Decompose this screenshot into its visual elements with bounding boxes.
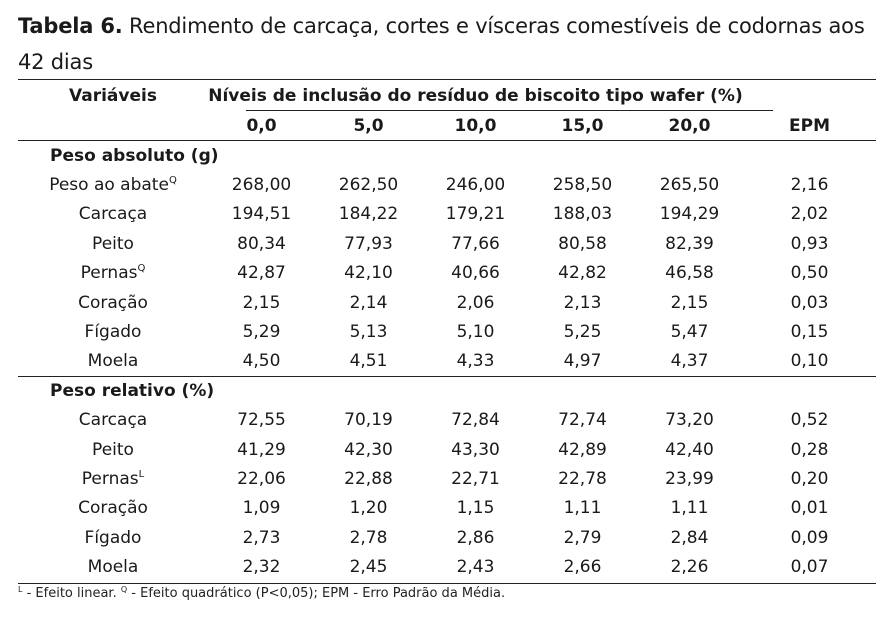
row-variable — [18, 347, 208, 376]
value-cell: 72,84 — [451, 410, 500, 431]
table-row — [18, 552, 876, 581]
effect-superscript: L — [138, 468, 145, 480]
epm-cell: 0,28 — [790, 439, 829, 460]
header-row-1 — [18, 80, 876, 111]
row-variable — [18, 523, 208, 552]
value-cell: 23,99 — [665, 468, 714, 489]
value-cell: 258,50 — [552, 175, 613, 196]
value-cell: 42,30 — [344, 439, 393, 460]
value-cell: 265,50 — [659, 175, 720, 196]
footnote-sup-q: Q — [120, 585, 128, 594]
value-cell: 43,30 — [451, 439, 500, 460]
value-cell: 2,43 — [456, 557, 495, 578]
value-cell: 77,66 — [451, 233, 500, 254]
table-row — [18, 406, 876, 435]
variable-name: Peito — [92, 233, 134, 254]
value-cell: 22,88 — [344, 468, 393, 489]
value-cell: 42,82 — [558, 263, 607, 284]
value-cell: 1,11 — [563, 498, 602, 519]
variable-name: Carcaça — [78, 204, 148, 225]
value-cell: 42,87 — [237, 263, 286, 284]
value-cell: 22,78 — [558, 468, 607, 489]
group-title: Peso relativo (%) — [50, 380, 215, 401]
levels-underline — [246, 110, 773, 111]
value-cell: 41,29 — [237, 439, 286, 460]
value-cell: 22,06 — [237, 468, 286, 489]
variable-name: Pernas — [80, 263, 138, 284]
footnote-quadratic: - Efeito quadrático (P<0,05); EPM - Erro Padrão da Média. — [127, 586, 506, 601]
value-cell: 2,78 — [349, 527, 388, 548]
header-level: 15,0 — [561, 116, 604, 136]
epm-cell: 0,15 — [790, 322, 829, 343]
variable-name: Fígado — [84, 527, 142, 548]
value-cell: 77,93 — [344, 233, 393, 254]
variable-name: Peso ao abate — [49, 175, 169, 196]
value-cell: 2,26 — [670, 557, 709, 578]
value-cell: 2,84 — [670, 527, 709, 548]
value-cell: 5,13 — [349, 322, 388, 343]
variable-name: Moela — [87, 557, 139, 578]
header-variables: Variáveis — [69, 85, 157, 106]
value-cell: 2,06 — [456, 292, 495, 313]
value-cell: 22,71 — [451, 468, 500, 489]
table-row — [18, 435, 876, 464]
group-divider-rule — [18, 376, 876, 377]
epm-cell: 2,16 — [790, 175, 829, 196]
value-cell: 2,32 — [242, 557, 281, 578]
value-cell: 262,50 — [338, 175, 399, 196]
variable-name: Coração — [78, 292, 148, 313]
caption-text: Rendimento de carcaça, cortes e vísceras comestíveis de codornas aos 42 dias — [18, 14, 865, 74]
value-cell: 46,58 — [665, 263, 714, 284]
table-row — [18, 494, 876, 523]
value-cell: 4,37 — [670, 351, 709, 372]
row-variable — [18, 229, 208, 258]
value-cell: 1,15 — [456, 498, 495, 519]
table-row — [18, 170, 876, 199]
value-cell: 2,66 — [563, 557, 602, 578]
row-variable — [18, 259, 208, 288]
variable-name: Moela — [87, 351, 139, 372]
header-levels-title: Níveis de inclusão do resíduo de biscoito tipo wafer (%) — [208, 85, 743, 106]
top-rule — [18, 79, 876, 80]
table-footnote — [18, 586, 505, 601]
header-level: 5,0 — [353, 116, 384, 136]
variable-name: Pernas — [81, 468, 139, 489]
value-cell: 80,58 — [558, 233, 607, 254]
variable-name: Fígado — [84, 322, 142, 343]
epm-cell: 0,07 — [790, 557, 829, 578]
row-variable — [18, 435, 208, 464]
row-variable — [18, 170, 208, 199]
value-cell: 2,86 — [456, 527, 495, 548]
value-cell: 82,39 — [665, 233, 714, 254]
footnote-linear: - Efeito linear. — [22, 586, 121, 601]
value-cell: 1,11 — [670, 498, 709, 519]
value-cell: 194,51 — [231, 204, 292, 225]
row-variable — [18, 288, 208, 317]
header-level: 0,0 — [246, 116, 277, 136]
value-cell: 72,74 — [558, 410, 607, 431]
value-cell: 42,40 — [665, 439, 714, 460]
value-cell: 2,45 — [349, 557, 388, 578]
table-row — [18, 464, 876, 493]
header-level: 20,0 — [668, 116, 711, 136]
table-row — [18, 347, 876, 376]
value-cell: 179,21 — [445, 204, 506, 225]
group-row — [18, 376, 876, 405]
value-cell: 42,10 — [344, 263, 393, 284]
footnote-sup-l: L — [18, 585, 23, 594]
epm-cell: 0,50 — [790, 263, 829, 284]
value-cell: 246,00 — [445, 175, 506, 196]
value-cell: 188,03 — [552, 204, 613, 225]
header-row-2 — [18, 111, 876, 141]
effect-superscript: Q — [137, 263, 146, 275]
table-row — [18, 259, 876, 288]
epm-cell: 0,09 — [790, 527, 829, 548]
value-cell: 2,13 — [563, 292, 602, 313]
value-cell: 70,19 — [344, 410, 393, 431]
row-variable — [18, 317, 208, 346]
value-cell: 184,22 — [338, 204, 399, 225]
value-cell: 4,50 — [242, 351, 281, 372]
variable-name: Carcaça — [78, 410, 148, 431]
epm-cell: 0,03 — [790, 292, 829, 313]
table-row — [18, 317, 876, 346]
epm-cell: 0,10 — [790, 351, 829, 372]
table-row — [18, 200, 876, 229]
header-rule — [18, 140, 876, 141]
epm-cell: 0,01 — [790, 498, 829, 519]
variable-name: Peito — [92, 439, 134, 460]
value-cell: 5,10 — [456, 322, 495, 343]
group-row — [18, 141, 876, 170]
header-empty-cell — [18, 111, 208, 141]
value-cell: 4,33 — [456, 351, 495, 372]
value-cell: 5,25 — [563, 322, 602, 343]
value-cell: 268,00 — [231, 175, 292, 196]
value-cell: 1,20 — [349, 498, 388, 519]
row-variable — [18, 494, 208, 523]
value-cell: 2,15 — [670, 292, 709, 313]
value-cell: 40,66 — [451, 263, 500, 284]
epm-cell: 0,52 — [790, 410, 829, 431]
bottom-rule — [18, 583, 876, 584]
epm-cell: 0,20 — [790, 468, 829, 489]
data-table — [18, 80, 876, 582]
value-cell: 73,20 — [665, 410, 714, 431]
effect-superscript: Q — [168, 175, 177, 187]
value-cell: 5,29 — [242, 322, 281, 343]
table-row — [18, 523, 876, 552]
table-row — [18, 288, 876, 317]
value-cell: 4,97 — [563, 351, 602, 372]
value-cell: 5,47 — [670, 322, 709, 343]
value-cell: 2,79 — [563, 527, 602, 548]
value-cell: 80,34 — [237, 233, 286, 254]
value-cell: 2,14 — [349, 292, 388, 313]
value-cell: 72,55 — [237, 410, 286, 431]
epm-cell: 0,93 — [790, 233, 829, 254]
epm-cell: 2,02 — [790, 204, 829, 225]
group-title: Peso absoluto (g) — [50, 145, 219, 166]
value-cell: 2,73 — [242, 527, 281, 548]
header-epm-spacer — [743, 80, 876, 111]
row-variable — [18, 406, 208, 435]
value-cell: 42,89 — [558, 439, 607, 460]
table-caption — [18, 8, 878, 80]
header-level: 10,0 — [454, 116, 497, 136]
header-epm: EPM — [789, 116, 830, 136]
variable-name: Coração — [78, 498, 148, 519]
value-cell: 194,29 — [659, 204, 720, 225]
row-variable — [18, 200, 208, 229]
value-cell: 4,51 — [349, 351, 388, 372]
caption-label: Tabela 6. — [18, 14, 123, 38]
value-cell: 1,09 — [242, 498, 281, 519]
table-row — [18, 229, 876, 258]
row-variable — [18, 464, 208, 493]
row-variable — [18, 552, 208, 581]
value-cell: 2,15 — [242, 292, 281, 313]
